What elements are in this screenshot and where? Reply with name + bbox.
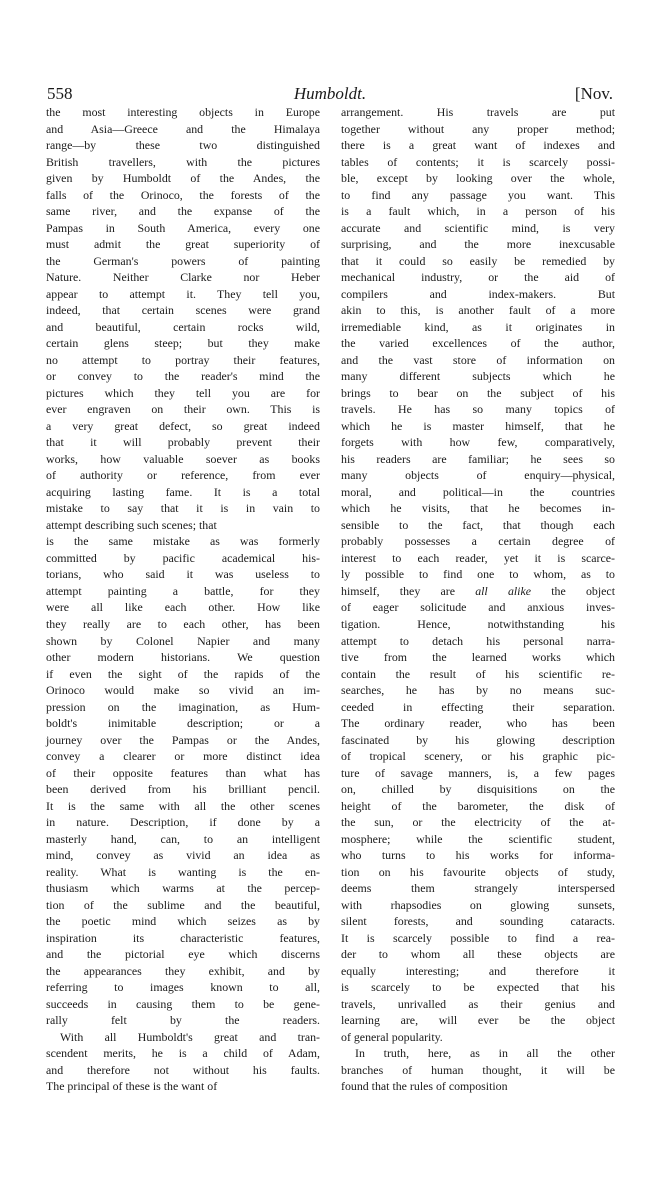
text-line: is a fault which, in a person of his <box>341 204 615 219</box>
text-line: ly possible to find one to whom, as to <box>341 567 615 582</box>
text-line: committed by pacific academical his- <box>46 550 320 565</box>
text-line: journey over the Pampas or the Andes, <box>46 732 320 747</box>
text-line: mind, convey as vivid an idea as <box>46 848 320 863</box>
text-line: contain the result of his scientific re- <box>341 666 615 681</box>
text-line: many different subjects which he <box>341 369 615 384</box>
text-line: arrangement. His travels are put <box>341 105 615 119</box>
text-line: interest to each reader, yet it is scarce- <box>341 550 615 565</box>
text-line: the appearances they exhibit, and by <box>46 963 320 978</box>
text-line: With all Humboldt's great and tran- <box>60 1029 320 1044</box>
text-line: It is the same with all the other scenes <box>46 798 320 813</box>
text-line: ble, except by looking over the whole, <box>341 171 615 186</box>
text-fragment: the object <box>531 583 615 598</box>
text-line: the varied excellences of the author, <box>341 336 615 351</box>
text-line: and the vast store of information on <box>341 352 615 367</box>
text-line: deems them strangely interspersed <box>341 881 615 896</box>
text-line: irremediable kind, as it originates in <box>341 319 615 334</box>
text-line: together without any proper method; <box>341 121 615 136</box>
text-line: pression on the imagination, as Hum- <box>46 699 320 714</box>
text-line: ever engraven on their own. This is <box>46 402 320 417</box>
text-line: pictures which they tell you are for <box>46 385 320 400</box>
text-line: and the pictorial eye which discerns <box>46 947 320 962</box>
text-line: the sun, or the electricity of the at- <box>341 815 615 830</box>
text-line: sensible to the fact, that though each <box>341 517 615 532</box>
text-line: if even the sight of the rapids of the <box>46 666 320 681</box>
text-line: mosphere; while the scientific student, <box>341 831 615 846</box>
text-line: searches, he has by no means suc- <box>341 683 615 698</box>
text-line: which he is master himself, that he <box>341 418 615 433</box>
text-line: of their opposite features than what has <box>46 765 320 780</box>
text-line: forgets with how few, comparatively, <box>341 435 615 450</box>
text-line: mechanical industry, or the aid of <box>341 270 615 285</box>
text-line: the poetic mind which seizes as by <box>46 914 320 929</box>
text-line: In truth, here, as in all the other <box>355 1046 615 1061</box>
text-line: attempt to detach his personal narra- <box>341 633 615 648</box>
text-line: the most interesting objects in Europe <box>46 105 320 119</box>
text-line: accurate and scientific mind, is very <box>341 220 615 235</box>
running-header <box>47 84 613 106</box>
text-line: The principal of these is the want of <box>46 1079 218 1094</box>
text-line: ture of savage manners, is, a few pages <box>341 765 615 780</box>
text-line: himself, they are all alike the object <box>341 583 615 598</box>
date-mark: [Nov. <box>574 84 613 103</box>
page-number: 558 <box>47 84 73 103</box>
text-line: of general popularity. <box>341 1029 443 1044</box>
text-line: ceeded in effecting their separation. <box>341 699 615 714</box>
text-line: many objects of enquiry—physical, <box>341 468 615 483</box>
text-line: Nature. Neither Clarke nor Heber <box>46 270 320 285</box>
text-line: scendent merits, he is a child of Adam, <box>46 1046 320 1061</box>
text-line: succeeds in causing them to be gene- <box>46 996 320 1011</box>
text-line: on, chilled by disquisitions on the <box>341 782 615 797</box>
text-line: torians, who said it was useless to <box>46 567 320 582</box>
text-line: attempt painting a battle, for they <box>46 583 320 598</box>
text-line: of eager solicitude and anxious inves- <box>341 600 615 615</box>
text-line: is the same mistake as was formerly <box>46 534 320 549</box>
text-line: travels, unrivalled as their genius and <box>341 996 615 1011</box>
text-line: same river, and the expanse of the <box>46 204 320 219</box>
text-line: is scarcely to be expected that his <box>341 980 615 995</box>
text-line: shown by Colonel Napier and many <box>46 633 320 648</box>
text-line: must admit the great superiority of <box>46 237 320 252</box>
text-line: learning are, will ever be the object <box>341 1013 615 1028</box>
text-line: brings to bear on the subject of his <box>341 385 615 400</box>
running-title: Humboldt. <box>293 84 367 103</box>
italic-phrase: all alike <box>475 583 532 598</box>
text-line: probably possesses a certain degree of <box>341 534 615 549</box>
text-line: rally felt by the readers. <box>46 1013 320 1028</box>
text-line: the German's powers of painting <box>46 253 320 268</box>
text-line: compilers and index-makers. But <box>341 286 615 301</box>
text-line: range—by these two distinguished <box>46 138 320 153</box>
text-line: The ordinary reader, who has been <box>341 716 615 731</box>
text-line: der to whom all these objects are <box>341 947 615 962</box>
left-column <box>46 104 320 1095</box>
text-line: of authority or reference, from ever <box>46 468 320 483</box>
text-line: who turns to his works for informa- <box>341 848 615 863</box>
text-line: fascinated by his glowing description <box>341 732 615 747</box>
text-line: his readers are familiar; he sees so <box>341 451 615 466</box>
text-line: to find any passage you want. This <box>341 187 615 202</box>
text-line: surprising, and the more inexcusable <box>341 237 615 252</box>
text-line: that it could so easily be remedied by <box>341 253 615 268</box>
text-line: reality. What is wanting is the en- <box>46 864 320 879</box>
text-line: attempt describing such scenes; that <box>46 517 217 532</box>
text-line: tion of the sublime and the beautiful, <box>46 897 320 912</box>
text-line: and therefore not without his faults. <box>46 1062 320 1077</box>
text-line: works, how valuable soever as books <box>46 451 320 466</box>
text-line: indeed, that certain scenes were grand <box>46 303 320 318</box>
text-line: been derived from his brilliant pencil. <box>46 782 320 797</box>
text-line: they really are to each other, has been <box>46 616 320 631</box>
text-line: tables of contents; it is scarcely possi- <box>341 154 615 169</box>
text-line: in nature. Description, if done by a <box>46 815 320 830</box>
text-line: boldt's inimitable description; or a <box>46 716 320 731</box>
text-line: appear to attempt it. They tell you, <box>46 286 320 301</box>
text-line: falls of the Orinoco, the forests of the <box>46 187 320 202</box>
text-line: equally interesting; and therefore it <box>341 963 615 978</box>
text-line: thusiasm which warms at the percep- <box>46 881 320 896</box>
text-line: tigation. Hence, notwithstanding his <box>341 616 615 631</box>
text-line: and Asia—Greece and the Himalaya <box>46 121 320 136</box>
text-line: were all like each other. How like <box>46 600 320 615</box>
text-line: travels. He has so many topics of <box>341 402 615 417</box>
text-line: acquiring lasting fame. It is a total <box>46 484 320 499</box>
text-line: Orinoco would make so vivid an im- <box>46 683 320 698</box>
text-line: tion on his favourite objects of study, <box>341 864 615 879</box>
text-line: and beautiful, certain rocks wild, <box>46 319 320 334</box>
text-line: silent forests, and sounding cataracts. <box>341 914 615 929</box>
text-line: certain glens steep; but they make <box>46 336 320 351</box>
text-line: or convey to the reader's mind the <box>46 369 320 384</box>
text-line: height of the barometer, the disk of <box>341 798 615 813</box>
text-line: there is a great want of indexes and <box>341 138 615 153</box>
text-line: Pampas in South America, every one <box>46 220 320 235</box>
text-line: It is scarcely possible to find a rea- <box>341 930 615 945</box>
text-line: other modern historians. We question <box>46 650 320 665</box>
text-line: masterly hand, can, to an intelligent <box>46 831 320 846</box>
text-line: akin to this, is another fault of a more <box>341 303 615 318</box>
text-line: convey a clearer or more distinct idea <box>46 749 320 764</box>
text-line: British travellers, with the pictures <box>46 154 320 169</box>
text-line: that it will probably prevent their <box>46 435 320 450</box>
text-line: which he visits, that he becomes in- <box>341 501 615 516</box>
text-line: branches of human thought, it will be <box>341 1062 615 1077</box>
text-line: with rhapsodies on glowing sunsets, <box>341 897 615 912</box>
right-column <box>341 104 615 1095</box>
text-line: tive from the learned works which <box>341 650 615 665</box>
text-line: no attempt to portray their features, <box>46 352 320 367</box>
text-line: mistake to say that it is in vain to <box>46 501 320 516</box>
text-line: of tropical scenery, or his graphic pic- <box>341 749 615 764</box>
text-line: found that the rules of composition <box>341 1079 508 1094</box>
text-line: given by Humboldt of the Andes, the <box>46 171 320 186</box>
text-line: referring to images known to all, <box>46 980 320 995</box>
text-line: inspiration its characteristic features, <box>46 930 320 945</box>
text-line: moral, and political—in the countries <box>341 484 615 499</box>
text-line: a very great defect, so great indeed <box>46 418 320 433</box>
